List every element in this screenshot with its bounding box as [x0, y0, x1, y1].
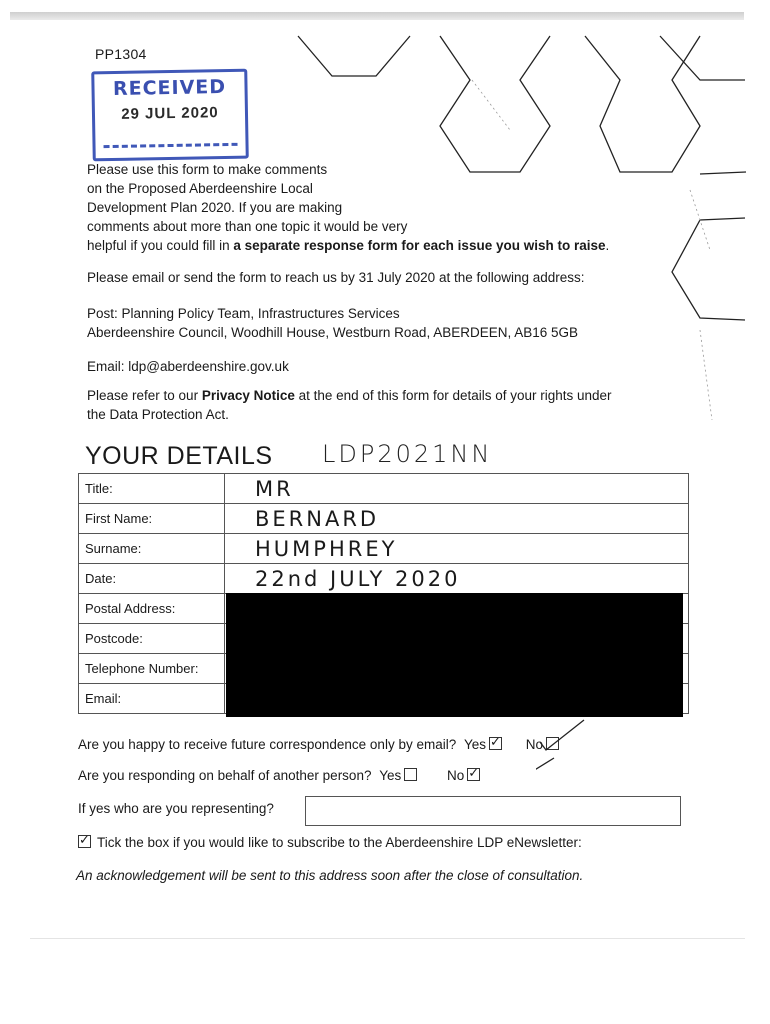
handwritten-tick-icon	[536, 718, 596, 798]
question-text: Are you responding on behalf of another person?	[78, 768, 372, 783]
yes-label: Yes	[379, 768, 402, 783]
intro-line	[87, 236, 609, 255]
surname-value[interactable]: HUMPHREY	[225, 534, 689, 564]
postcode-label: Postcode:	[79, 624, 225, 654]
intro-line: Development Plan 2020. If you are making	[87, 200, 343, 215]
no-label: No	[447, 768, 465, 783]
representing-input[interactable]	[305, 796, 681, 826]
page-divider	[30, 938, 745, 939]
no-label: No	[525, 737, 544, 752]
date-label: Date:	[79, 564, 225, 594]
email-address: Email: ldp@aberdeenshire.gov.uk	[87, 359, 289, 374]
privacy-notice-line2: the Data Protection Act.	[87, 407, 229, 422]
stamp-text: RECEIVED	[112, 76, 227, 100]
received-stamp	[91, 69, 249, 162]
intro-paragraph	[87, 160, 609, 255]
privacy-notice-link: Privacy Notice	[201, 388, 295, 403]
redaction-block	[226, 593, 683, 717]
table-row	[79, 504, 689, 534]
intro-line: comments about more than one topic it would be very	[87, 219, 408, 234]
first-name-label: First Name:	[79, 504, 225, 534]
handwritten-reference: LDP2021NN	[322, 440, 493, 468]
subscribe-text: Tick the box if you would like to subscribe to the Aberdeenshire LDP eNewsletter:	[97, 835, 582, 850]
post-address-line2: Aberdeenshire Council, Woodhill House, Westburn Road, ABERDEEN, AB16 5GB	[87, 325, 579, 340]
postal-address-label: Postal Address:	[79, 594, 225, 624]
surname-label: Surname:	[79, 534, 225, 564]
table-row	[79, 564, 689, 594]
question-text: Are you happy to receive future correspondence only by email?	[78, 737, 457, 752]
document-reference: PP1304	[95, 46, 147, 62]
date-value[interactable]: 22nd JULY 2020	[225, 564, 689, 594]
acknowledgement-note: An acknowledgement will be sent to this address soon after the close of consultation.	[76, 868, 584, 883]
email-only-yes-checkbox[interactable]	[489, 737, 502, 750]
send-instruction: Please email or send the form to reach us by 31 July 2020 at the following address:	[87, 270, 585, 285]
post-address-line1: Post: Planning Policy Team, Infrastructures Services	[87, 306, 400, 321]
title-label: Title:	[79, 474, 225, 504]
table-row	[79, 474, 689, 504]
first-name-value[interactable]: BERNARD	[225, 504, 689, 534]
privacy-text: at the end of this form for details of your rights under	[294, 388, 612, 403]
intro-emphasis: a separate response form for each issue you wish to raise	[233, 238, 606, 253]
table-row	[79, 534, 689, 564]
intro-text: helpful if you could fill in	[87, 238, 234, 253]
privacy-notice-line	[87, 386, 612, 405]
yes-label: Yes	[463, 737, 487, 752]
privacy-text: Please refer to our	[87, 388, 202, 403]
behalf-yes-checkbox[interactable]	[404, 768, 417, 781]
behalf-no-checkbox[interactable]	[467, 768, 480, 781]
subscribe-line	[78, 835, 582, 850]
your-details-heading: YOUR DETAILS	[85, 442, 273, 470]
behalf-question	[78, 768, 480, 783]
stamp-date: 29 JUL 2020	[121, 104, 219, 123]
intro-line: Please use this form to make comments	[87, 162, 328, 177]
subscribe-checkbox[interactable]	[78, 835, 91, 848]
telephone-label: Telephone Number:	[79, 654, 225, 684]
intro-line: on the Proposed Aberdeenshire Local	[87, 181, 313, 196]
email-only-question	[78, 737, 559, 752]
title-value[interactable]: MR	[225, 474, 689, 504]
representing-question: If yes who are you representing?	[78, 801, 274, 816]
intro-end: .	[605, 238, 610, 253]
stamp-rule	[104, 143, 238, 148]
email-label: Email:	[79, 684, 225, 714]
